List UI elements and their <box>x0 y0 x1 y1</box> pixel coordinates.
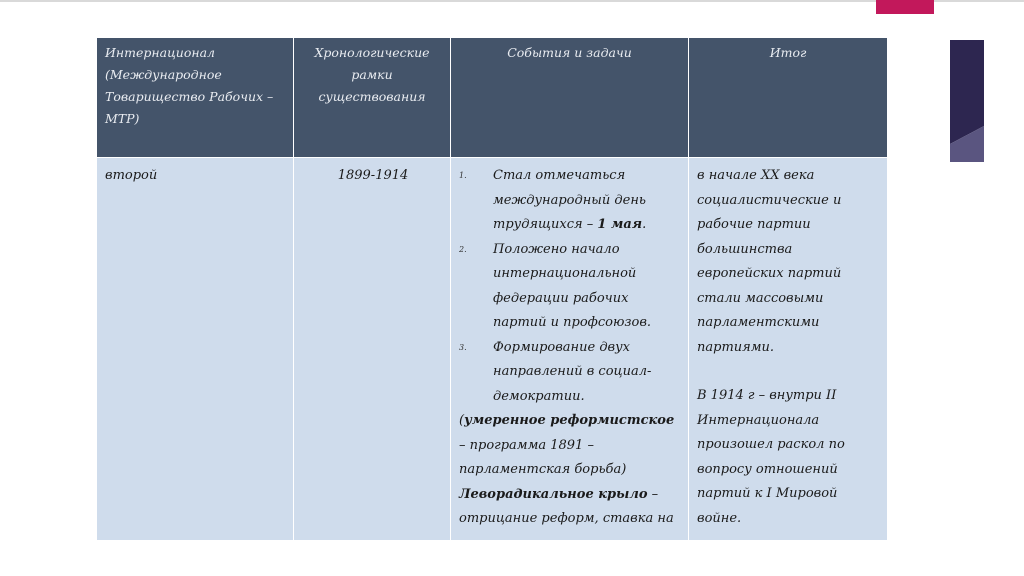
header-international: Интернационал (Международное Товарищество Рабочих – МТР) <box>97 38 294 158</box>
top-border-line <box>0 0 1024 2</box>
event-text: Положено начало интернациональной федерации рабочих партий и профсоюзов. <box>493 241 652 330</box>
moderate-direction-text: – программа 1891 – парламентская борьба) <box>459 437 627 477</box>
event-text: Формирование двух направлений в социал-демократии. <box>493 339 652 404</box>
event-tail: . <box>642 217 647 232</box>
header-events: События и задачи <box>451 38 689 158</box>
event-text: Стал отмечаться международный день трудящихся – <box>493 168 646 232</box>
pink-accent-bar <box>876 0 934 14</box>
cell-events <box>451 158 689 541</box>
moderate-direction-title: умеренное реформистское <box>464 413 675 428</box>
left-radical-title: Леворадикальное крыло <box>459 486 648 502</box>
event-bold-text: 1 мая <box>597 217 643 232</box>
list-item <box>459 238 682 336</box>
left-radical-text: – отрицание реформ, ставка на <box>459 486 674 526</box>
moderate-direction: (умеренное реформистское – программа 1891 – парламентская борьба) <box>459 413 675 477</box>
left-radical-direction <box>459 483 682 532</box>
cell-result <box>689 158 888 541</box>
result-paragraph-1: в начале XX века социалистические и рабочие партии большинства европейских партий стали массовыми парламентскими партиями. <box>697 168 842 355</box>
header-result: Итог <box>689 38 888 158</box>
list-marker: 2. <box>459 244 467 254</box>
table-header-row <box>97 38 888 158</box>
cell-international-name: второй <box>97 158 294 541</box>
header-chronology: Хронологические рамки существования <box>294 38 451 158</box>
list-marker: 1. <box>459 171 467 180</box>
cell-years: 1899-1914 <box>294 158 451 541</box>
result-paragraph-2: В 1914 г – внутри II Интернационала произошел раскол по вопросу отношений партий к I Мировой войне. <box>697 388 845 526</box>
list-item <box>459 164 682 238</box>
table-row <box>97 158 888 541</box>
events-list <box>459 164 682 409</box>
internationals-table <box>96 37 888 541</box>
list-item <box>459 336 682 410</box>
decorative-ribbon <box>950 40 984 162</box>
list-marker: 3. <box>459 342 467 352</box>
